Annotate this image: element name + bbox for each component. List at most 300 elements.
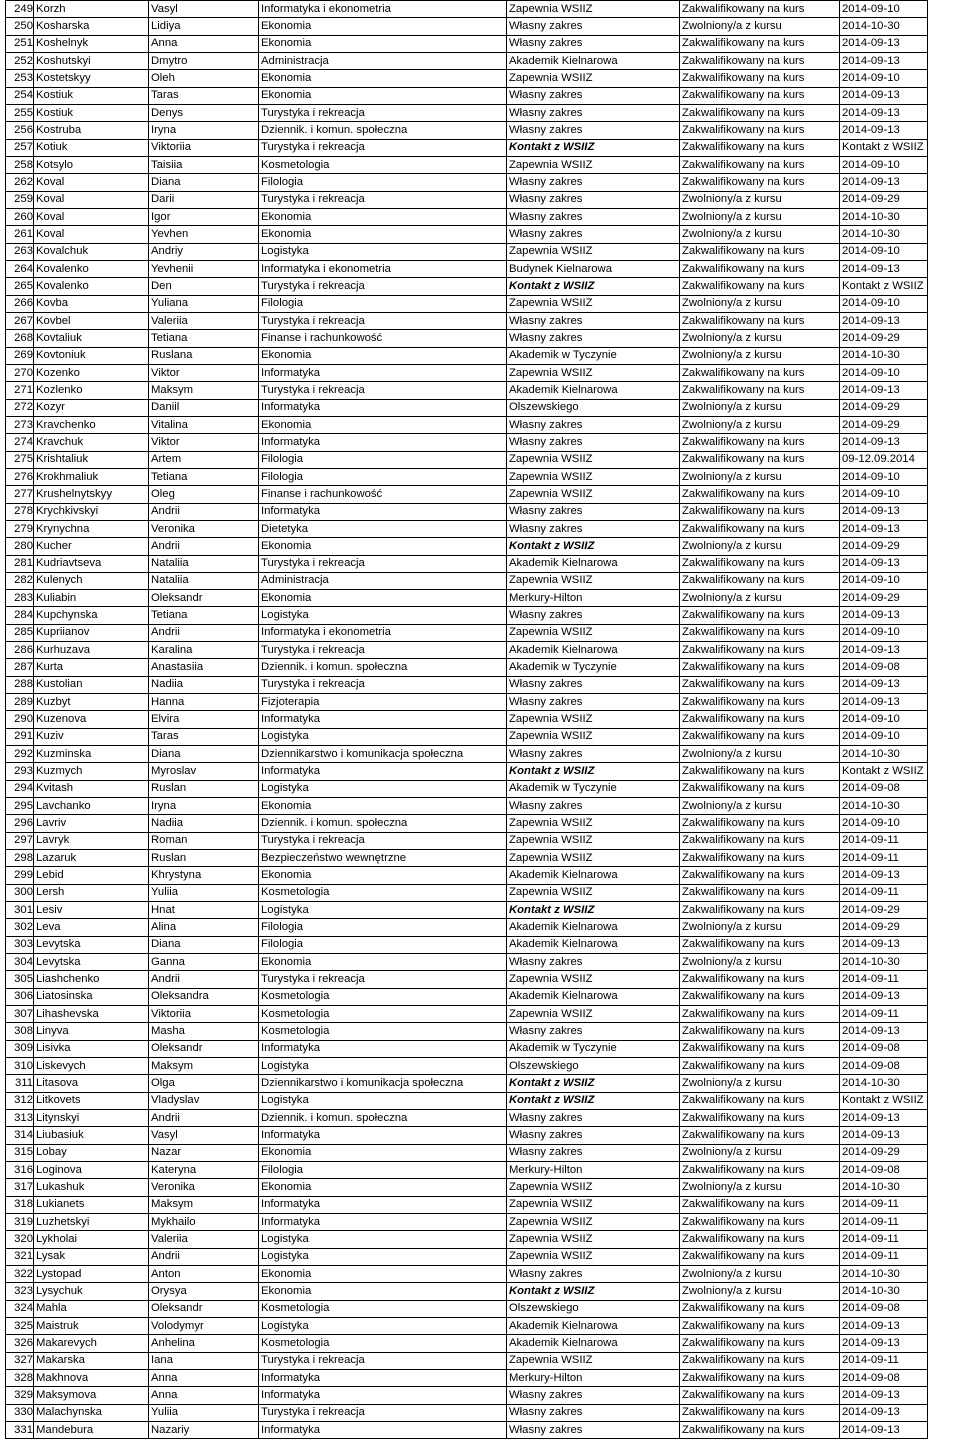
- cell-field-of-study: Filologia: [259, 451, 507, 468]
- cell-surname: Kostruba: [34, 122, 149, 139]
- cell-first-name: Vasyl: [149, 1, 259, 18]
- cell-row-number: 253: [6, 70, 34, 87]
- cell-accommodation: Akademik w Tyczynie: [507, 659, 680, 676]
- cell-surname: Levytska: [34, 936, 149, 953]
- table-row: [6, 156, 928, 173]
- cell-surname: Levytska: [34, 954, 149, 971]
- cell-course-status: Zwolniony/a z kursu: [680, 954, 840, 971]
- cell-date: 2014-09-11: [840, 1248, 928, 1265]
- cell-accommodation: Własny zakres: [507, 1387, 680, 1404]
- table-row: [6, 988, 928, 1005]
- cell-surname: Krishtaliuk: [34, 451, 149, 468]
- cell-row-number: 274: [6, 434, 34, 451]
- table-row: [6, 416, 928, 433]
- cell-row-number: 327: [6, 1352, 34, 1369]
- cell-accommodation: Zapewnia WSIIZ: [507, 711, 680, 728]
- cell-field-of-study: Informatyka: [259, 763, 507, 780]
- cell-surname: Koval: [34, 174, 149, 191]
- cell-field-of-study: Turystyka i rekreacja: [259, 139, 507, 156]
- cell-accommodation: Kontakt z WSIIZ: [507, 538, 680, 555]
- cell-first-name: Masha: [149, 1023, 259, 1040]
- table-row: [6, 1006, 928, 1023]
- table-row: [6, 520, 928, 537]
- table-row: [6, 330, 928, 347]
- cell-date: 2014-09-29: [840, 590, 928, 607]
- cell-course-status: Zakwalifikowany na kurs: [680, 694, 840, 711]
- table-row: [6, 711, 928, 728]
- cell-course-status: Zakwalifikowany na kurs: [680, 884, 840, 901]
- cell-course-status: Zakwalifikowany na kurs: [680, 451, 840, 468]
- cell-field-of-study: Dziennikarstwo i komunikacja społeczna: [259, 1075, 507, 1092]
- cell-surname: Lavryk: [34, 832, 149, 849]
- cell-course-status: Zakwalifikowany na kurs: [680, 1248, 840, 1265]
- cell-date: 2014-09-10: [840, 70, 928, 87]
- table-row: [6, 1248, 928, 1265]
- cell-field-of-study: Bezpieczeństwo wewnętrzne: [259, 850, 507, 867]
- cell-row-number: 287: [6, 659, 34, 676]
- table-row: [6, 243, 928, 260]
- cell-row-number: 296: [6, 815, 34, 832]
- table-row: [6, 659, 928, 676]
- table-row: [6, 1300, 928, 1317]
- cell-course-status: Zakwalifikowany na kurs: [680, 642, 840, 659]
- cell-surname: Kozenko: [34, 364, 149, 381]
- table-row: [6, 954, 928, 971]
- cell-course-status: Zakwalifikowany na kurs: [680, 1023, 840, 1040]
- cell-field-of-study: Informatyka: [259, 1421, 507, 1438]
- cell-accommodation: Własny zakres: [507, 35, 680, 52]
- cell-accommodation: Zapewnia WSIIZ: [507, 728, 680, 745]
- cell-row-number: 283: [6, 590, 34, 607]
- cell-row-number: 288: [6, 676, 34, 693]
- cell-first-name: Olga: [149, 1075, 259, 1092]
- cell-course-status: Zwolniony/a z kursu: [680, 347, 840, 364]
- cell-field-of-study: Kosmetologia: [259, 156, 507, 173]
- cell-first-name: Maksym: [149, 1196, 259, 1213]
- cell-accommodation: Własny zakres: [507, 330, 680, 347]
- cell-date: 2014-09-29: [840, 191, 928, 208]
- cell-row-number: 270: [6, 364, 34, 381]
- cell-field-of-study: Kosmetologia: [259, 1023, 507, 1040]
- cell-accommodation: Olszewskiego: [507, 1058, 680, 1075]
- cell-date: 2014-09-11: [840, 850, 928, 867]
- cell-field-of-study: Informatyka: [259, 364, 507, 381]
- cell-field-of-study: Logistyka: [259, 902, 507, 919]
- cell-course-status: Zakwalifikowany na kurs: [680, 624, 840, 641]
- cell-field-of-study: Dziennik. i komun. społeczna: [259, 815, 507, 832]
- cell-row-number: 254: [6, 87, 34, 104]
- cell-field-of-study: Informatyka: [259, 711, 507, 728]
- cell-surname: Kosharska: [34, 18, 149, 35]
- cell-row-number: 313: [6, 1110, 34, 1127]
- cell-accommodation: Merkury-Hilton: [507, 590, 680, 607]
- cell-accommodation: Akademik w Tyczynie: [507, 347, 680, 364]
- cell-field-of-study: Informatyka: [259, 1369, 507, 1386]
- cell-accommodation: Zapewnia WSIIZ: [507, 156, 680, 173]
- cell-accommodation: Zapewnia WSIIZ: [507, 1006, 680, 1023]
- cell-field-of-study: Fizjoterapia: [259, 694, 507, 711]
- cell-surname: Lazaruk: [34, 850, 149, 867]
- cell-field-of-study: Kosmetologia: [259, 884, 507, 901]
- table-row: [6, 676, 928, 693]
- cell-first-name: Diana: [149, 746, 259, 763]
- cell-row-number: 301: [6, 902, 34, 919]
- table-row: [6, 1161, 928, 1178]
- cell-surname: Lihashevska: [34, 1006, 149, 1023]
- cell-row-number: 310: [6, 1058, 34, 1075]
- cell-accommodation: Kontakt z WSIIZ: [507, 1283, 680, 1300]
- cell-course-status: Zwolniony/a z kursu: [680, 590, 840, 607]
- table-row: [6, 1127, 928, 1144]
- table-row: [6, 936, 928, 953]
- cell-date: Kontakt z WSIIZ: [840, 763, 928, 780]
- cell-accommodation: Zapewnia WSIIZ: [507, 1, 680, 18]
- cell-field-of-study: Ekonomia: [259, 538, 507, 555]
- cell-row-number: 268: [6, 330, 34, 347]
- cell-first-name: Nazariy: [149, 1421, 259, 1438]
- cell-date: 2014-09-08: [840, 780, 928, 797]
- cell-field-of-study: Filologia: [259, 919, 507, 936]
- cell-field-of-study: Turystyka i rekreacja: [259, 1404, 507, 1421]
- cell-first-name: Iana: [149, 1352, 259, 1369]
- cell-surname: Lykholai: [34, 1231, 149, 1248]
- table-row: [6, 70, 928, 87]
- cell-surname: Loginova: [34, 1161, 149, 1178]
- cell-first-name: Taisiia: [149, 156, 259, 173]
- cell-field-of-study: Finanse i rachunkowość: [259, 486, 507, 503]
- cell-field-of-study: Logistyka: [259, 1058, 507, 1075]
- cell-field-of-study: Kosmetologia: [259, 1006, 507, 1023]
- cell-surname: Liatosinska: [34, 988, 149, 1005]
- cell-row-number: 252: [6, 52, 34, 69]
- cell-first-name: Tetiana: [149, 330, 259, 347]
- cell-date: 2014-09-13: [840, 1023, 928, 1040]
- cell-course-status: Zakwalifikowany na kurs: [680, 1161, 840, 1178]
- cell-surname: Kozyr: [34, 399, 149, 416]
- table-row: [6, 694, 928, 711]
- cell-first-name: Valeriia: [149, 1231, 259, 1248]
- cell-field-of-study: Turystyka i rekreacja: [259, 278, 507, 295]
- cell-surname: Kurta: [34, 659, 149, 676]
- cell-first-name: Oleksandr: [149, 590, 259, 607]
- cell-date: 2014-09-13: [840, 1335, 928, 1352]
- cell-accommodation: Kontakt z WSIIZ: [507, 902, 680, 919]
- cell-first-name: Anton: [149, 1265, 259, 1282]
- cell-date: 2014-10-30: [840, 1179, 928, 1196]
- table-row: [6, 208, 928, 225]
- cell-accommodation: Zapewnia WSIIZ: [507, 850, 680, 867]
- cell-date: 2014-09-29: [840, 399, 928, 416]
- cell-course-status: Zakwalifikowany na kurs: [680, 1421, 840, 1438]
- cell-date: 2014-09-08: [840, 1369, 928, 1386]
- cell-surname: Litkovets: [34, 1092, 149, 1109]
- cell-date: 2014-09-29: [840, 902, 928, 919]
- cell-course-status: Zakwalifikowany na kurs: [680, 659, 840, 676]
- cell-accommodation: Własny zakres: [507, 416, 680, 433]
- cell-date: 2014-09-13: [840, 503, 928, 520]
- cell-course-status: Zakwalifikowany na kurs: [680, 1231, 840, 1248]
- cell-first-name: Darii: [149, 191, 259, 208]
- cell-course-status: Zakwalifikowany na kurs: [680, 1040, 840, 1057]
- cell-date: Kontakt z WSIIZ: [840, 139, 928, 156]
- cell-date: 2014-09-13: [840, 1110, 928, 1127]
- cell-date: 2014-09-13: [840, 936, 928, 953]
- cell-row-number: 297: [6, 832, 34, 849]
- cell-course-status: Zakwalifikowany na kurs: [680, 278, 840, 295]
- cell-row-number: 307: [6, 1006, 34, 1023]
- cell-surname: Liskevych: [34, 1058, 149, 1075]
- table-row: [6, 104, 928, 121]
- cell-course-status: Zakwalifikowany na kurs: [680, 1, 840, 18]
- cell-first-name: Dmytro: [149, 52, 259, 69]
- table-row: [6, 555, 928, 572]
- cell-surname: Linyva: [34, 1023, 149, 1040]
- cell-accommodation: Kontakt z WSIIZ: [507, 139, 680, 156]
- cell-date: 2014-09-13: [840, 260, 928, 277]
- table-row: [6, 1369, 928, 1386]
- cell-field-of-study: Filologia: [259, 936, 507, 953]
- cell-date: 2014-09-11: [840, 1196, 928, 1213]
- cell-surname: Kovalenko: [34, 260, 149, 277]
- cell-row-number: 311: [6, 1075, 34, 1092]
- cell-row-number: 321: [6, 1248, 34, 1265]
- cell-date: 2014-09-13: [840, 382, 928, 399]
- cell-surname: Kuzminska: [34, 746, 149, 763]
- cell-surname: Maksymova: [34, 1387, 149, 1404]
- cell-field-of-study: Logistyka: [259, 1092, 507, 1109]
- cell-accommodation: Własny zakres: [507, 676, 680, 693]
- cell-surname: Kravchenko: [34, 416, 149, 433]
- cell-row-number: 278: [6, 503, 34, 520]
- cell-accommodation: Własny zakres: [507, 503, 680, 520]
- cell-date: 2014-10-30: [840, 954, 928, 971]
- cell-accommodation: Zapewnia WSIIZ: [507, 815, 680, 832]
- table-row: [6, 1, 928, 18]
- table-row: [6, 850, 928, 867]
- cell-field-of-study: Ekonomia: [259, 208, 507, 225]
- cell-accommodation: Zapewnia WSIIZ: [507, 486, 680, 503]
- cell-surname: Luzhetskyi: [34, 1213, 149, 1230]
- cell-date: 2014-09-13: [840, 694, 928, 711]
- cell-field-of-study: Kosmetologia: [259, 1335, 507, 1352]
- cell-field-of-study: Ekonomia: [259, 1265, 507, 1282]
- cell-row-number: 316: [6, 1161, 34, 1178]
- cell-row-number: 280: [6, 538, 34, 555]
- cell-accommodation: Własny zakres: [507, 1023, 680, 1040]
- cell-first-name: Igor: [149, 208, 259, 225]
- cell-field-of-study: Informatyka: [259, 1040, 507, 1057]
- cell-course-status: Zakwalifikowany na kurs: [680, 503, 840, 520]
- table-row: [6, 503, 928, 520]
- cell-course-status: Zwolniony/a z kursu: [680, 746, 840, 763]
- cell-date: 2014-09-10: [840, 486, 928, 503]
- cell-surname: Lukashuk: [34, 1179, 149, 1196]
- cell-first-name: Tetiana: [149, 607, 259, 624]
- cell-course-status: Zakwalifikowany na kurs: [680, 780, 840, 797]
- cell-course-status: Zwolniony/a z kursu: [680, 468, 840, 485]
- cell-course-status: Zwolniony/a z kursu: [680, 295, 840, 312]
- cell-course-status: Zakwalifikowany na kurs: [680, 1404, 840, 1421]
- cell-surname: Kovtoniuk: [34, 347, 149, 364]
- cell-first-name: Oleksandr: [149, 1300, 259, 1317]
- cell-date: 2014-09-08: [840, 1300, 928, 1317]
- cell-accommodation: Merkury-Hilton: [507, 1161, 680, 1178]
- cell-accommodation: Akademik Kielnarowa: [507, 382, 680, 399]
- cell-field-of-study: Ekonomia: [259, 70, 507, 87]
- cell-surname: Litynskyi: [34, 1110, 149, 1127]
- cell-course-status: Zwolniony/a z kursu: [680, 399, 840, 416]
- cell-row-number: 282: [6, 572, 34, 589]
- cell-first-name: Nazar: [149, 1144, 259, 1161]
- cell-date: 2014-09-08: [840, 1058, 928, 1075]
- cell-row-number: 285: [6, 624, 34, 641]
- cell-first-name: Viktor: [149, 364, 259, 381]
- cell-field-of-study: Ekonomia: [259, 416, 507, 433]
- cell-date: 2014-10-30: [840, 1075, 928, 1092]
- cell-field-of-study: Logistyka: [259, 607, 507, 624]
- cell-date: 2014-09-10: [840, 624, 928, 641]
- table-row: [6, 572, 928, 589]
- table-row: [6, 434, 928, 451]
- cell-field-of-study: Dietetyka: [259, 520, 507, 537]
- cell-row-number: 317: [6, 1179, 34, 1196]
- cell-course-status: Zakwalifikowany na kurs: [680, 607, 840, 624]
- cell-date: Kontakt z WSIIZ: [840, 1092, 928, 1109]
- table-row: [6, 607, 928, 624]
- cell-accommodation: Własny zakres: [507, 18, 680, 35]
- cell-date: 2014-09-11: [840, 971, 928, 988]
- cell-accommodation: Własny zakres: [507, 191, 680, 208]
- cell-course-status: Zakwalifikowany na kurs: [680, 434, 840, 451]
- cell-field-of-study: Ekonomia: [259, 226, 507, 243]
- table-row: [6, 590, 928, 607]
- cell-accommodation: Własny zakres: [507, 1127, 680, 1144]
- cell-field-of-study: Ekonomia: [259, 35, 507, 52]
- cell-surname: Kupchynska: [34, 607, 149, 624]
- cell-accommodation: Kontakt z WSIIZ: [507, 763, 680, 780]
- table-row: [6, 139, 928, 156]
- table-row: [6, 191, 928, 208]
- cell-row-number: 308: [6, 1023, 34, 1040]
- table-row: [6, 1196, 928, 1213]
- cell-surname: Lukianets: [34, 1196, 149, 1213]
- cell-first-name: Ruslana: [149, 347, 259, 364]
- cell-surname: Koshutskyi: [34, 52, 149, 69]
- cell-row-number: 264: [6, 260, 34, 277]
- cell-row-number: 325: [6, 1317, 34, 1334]
- cell-row-number: 286: [6, 642, 34, 659]
- table-row: [6, 18, 928, 35]
- cell-course-status: Zwolniony/a z kursu: [680, 538, 840, 555]
- cell-field-of-study: Informatyka: [259, 434, 507, 451]
- cell-date: 2014-09-13: [840, 642, 928, 659]
- cell-surname: Kozlenko: [34, 382, 149, 399]
- cell-date: 2014-09-08: [840, 1040, 928, 1057]
- cell-surname: Kravchuk: [34, 434, 149, 451]
- table-row: [6, 815, 928, 832]
- cell-date: 2014-09-11: [840, 832, 928, 849]
- cell-surname: Leva: [34, 919, 149, 936]
- cell-accommodation: Akademik Kielnarowa: [507, 867, 680, 884]
- cell-course-status: Zakwalifikowany na kurs: [680, 122, 840, 139]
- table-row: [6, 919, 928, 936]
- cell-first-name: Iryna: [149, 122, 259, 139]
- cell-row-number: 257: [6, 139, 34, 156]
- table-row: [6, 884, 928, 901]
- cell-surname: Lystopad: [34, 1265, 149, 1282]
- cell-accommodation: Akademik Kielnarowa: [507, 936, 680, 953]
- cell-surname: Makarevych: [34, 1335, 149, 1352]
- cell-field-of-study: Filologia: [259, 295, 507, 312]
- table-row: [6, 451, 928, 468]
- cell-row-number: 258: [6, 156, 34, 173]
- cell-first-name: Andrii: [149, 971, 259, 988]
- cell-first-name: Yevhen: [149, 226, 259, 243]
- cell-course-status: Zakwalifikowany na kurs: [680, 382, 840, 399]
- cell-first-name: Maksym: [149, 1058, 259, 1075]
- cell-first-name: Kateryna: [149, 1161, 259, 1178]
- cell-accommodation: Własny zakres: [507, 607, 680, 624]
- cell-accommodation: Zapewnia WSIIZ: [507, 295, 680, 312]
- cell-row-number: 249: [6, 1, 34, 18]
- cell-accommodation: Własny zakres: [507, 208, 680, 225]
- cell-field-of-study: Informatyka: [259, 1196, 507, 1213]
- cell-surname: Koval: [34, 208, 149, 225]
- cell-row-number: 279: [6, 520, 34, 537]
- cell-surname: Lysychuk: [34, 1283, 149, 1300]
- table-row: [6, 642, 928, 659]
- cell-course-status: Zakwalifikowany na kurs: [680, 936, 840, 953]
- cell-row-number: 329: [6, 1387, 34, 1404]
- cell-course-status: Zakwalifikowany na kurs: [680, 1335, 840, 1352]
- cell-date: 2014-09-13: [840, 174, 928, 191]
- cell-date: 2014-09-13: [840, 87, 928, 104]
- cell-date: 2014-09-11: [840, 1352, 928, 1369]
- cell-surname: Kuzbyt: [34, 694, 149, 711]
- cell-accommodation: Akademik Kielnarowa: [507, 555, 680, 572]
- cell-surname: Lersh: [34, 884, 149, 901]
- cell-accommodation: Własny zakres: [507, 434, 680, 451]
- cell-course-status: Zwolniony/a z kursu: [680, 330, 840, 347]
- cell-first-name: Andrii: [149, 1110, 259, 1127]
- cell-row-number: 271: [6, 382, 34, 399]
- cell-field-of-study: Ekonomia: [259, 954, 507, 971]
- cell-row-number: 298: [6, 850, 34, 867]
- table-row: [6, 347, 928, 364]
- cell-surname: Lobay: [34, 1144, 149, 1161]
- cell-course-status: Zakwalifikowany na kurs: [680, 104, 840, 121]
- cell-date: 2014-10-30: [840, 1265, 928, 1282]
- cell-date: 2014-09-13: [840, 555, 928, 572]
- table-body: [6, 1, 928, 1439]
- table-row: [6, 226, 928, 243]
- cell-row-number: 324: [6, 1300, 34, 1317]
- table-row: [6, 1092, 928, 1109]
- table-row: [6, 1058, 928, 1075]
- cell-course-status: Zwolniony/a z kursu: [680, 1283, 840, 1300]
- cell-field-of-study: Ekonomia: [259, 1283, 507, 1300]
- cell-surname: Lavchanko: [34, 798, 149, 815]
- cell-course-status: Zakwalifikowany na kurs: [680, 1317, 840, 1334]
- cell-field-of-study: Informatyka: [259, 1387, 507, 1404]
- cell-first-name: Alina: [149, 919, 259, 936]
- cell-course-status: Zwolniony/a z kursu: [680, 226, 840, 243]
- cell-field-of-study: Ekonomia: [259, 590, 507, 607]
- cell-date: 2014-09-10: [840, 295, 928, 312]
- cell-row-number: 275: [6, 451, 34, 468]
- cell-row-number: 323: [6, 1283, 34, 1300]
- cell-field-of-study: Dziennik. i komun. społeczna: [259, 1110, 507, 1127]
